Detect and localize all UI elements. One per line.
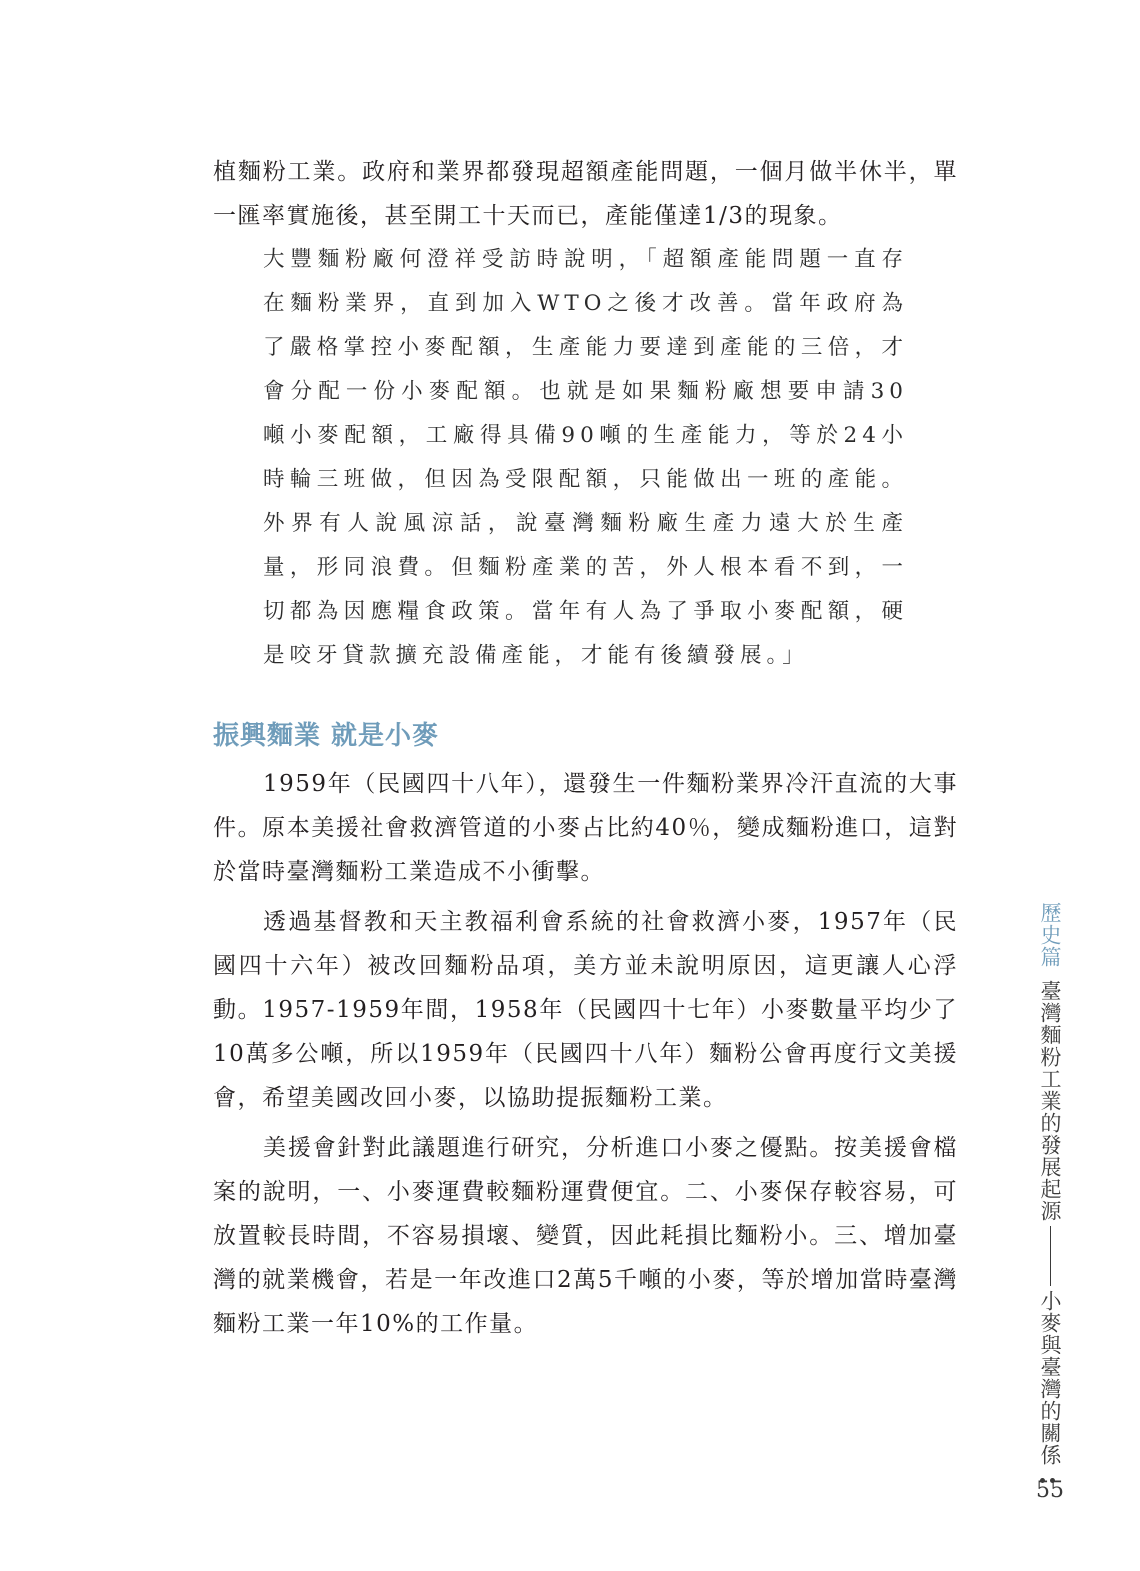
body-paragraph-2: 透過基督教和天主教福利會系統的社會救濟小麥，1957年（民國四十六年）被改回麵粉品項，美方並未說明原因，這更讓人心浮動。1957-1959年間，1958年（民國四十七年）小麥數量平均少了10萬多公噸，所以1959年（民國四十八年）麵粉公會再度行文美援會，希望美國改回小麥，以協助提振麵粉工業。 <box>213 909 958 1111</box>
running-header-vertical <box>1036 902 1064 1466</box>
body-paragraph-1: 1959年（民國四十八年），還發生一件麵粉業界冷汗直流的大事件。原本美援社會救濟管道的小麥占比約40％，變成麵粉進口，這對於當時臺灣麵粉工業造成不小衝擊。 <box>213 771 958 885</box>
intro-block <box>213 150 958 238</box>
sidebar-title-main: 臺灣麵粉工業的發展起源 <box>1038 980 1062 1222</box>
sidebar-title-sub: 小麥與臺灣的關係 <box>1038 1290 1062 1466</box>
intro-paragraph: 植麵粉工業。政府和業界都發現超額產能問題，一個月做半休半，單一匯率實施後，甚至開工十天而已，產能僅達1/3的現象。 <box>213 159 958 229</box>
page-number: 55 <box>1036 1478 1064 1503</box>
sidebar-title-dash <box>1050 1226 1051 1286</box>
body-paragraph-3: 美援會針對此議題進行研究，分析進口小麥之優點。按美援會檔案的說明，一、小麥運費較麵粉運費便宜。二、小麥保存較容易，可放置較長時間，不容易損壞、變質，因此耗損比麵粉小。三、增加臺灣的就業機會，若是一年改進口2萬5千噸的小麥，等於增加當時臺灣麵粉工業一年10%的工作量。 <box>213 1135 958 1337</box>
interview-quote: 大豐麵粉廠何澄祥受訪時說明，「超額產能問題一直存在麵粉業界，直到加入WTO之後才改善。當年政府為了嚴格掌控小麥配額，生產能力要達到產能的三倍，才會分配一份小麥配額。也就是如果麵粉廠想要申請30噸小麥配額，工廠得具備90噸的生產能力，等於24小時輪三班做，但因為受限配額，只能做出一班的產能。外界有人說風涼話，說臺灣麵粉廠生產力遠大於生產量，形同浪費。但麵粉產業的苦，外人根本看不到，一切都為因應糧食政策。當年有人為了爭取小麥配額，硬是咬牙貸款擴充設備產能，才能有後續發展。」 <box>263 247 908 668</box>
sidebar-section-label: 歷史篇 <box>1038 902 1062 968</box>
body-block <box>213 762 958 1346</box>
page-number-ornament <box>1040 1468 1060 1476</box>
section-heading: 振興麵業 就是小麥 <box>213 721 440 751</box>
